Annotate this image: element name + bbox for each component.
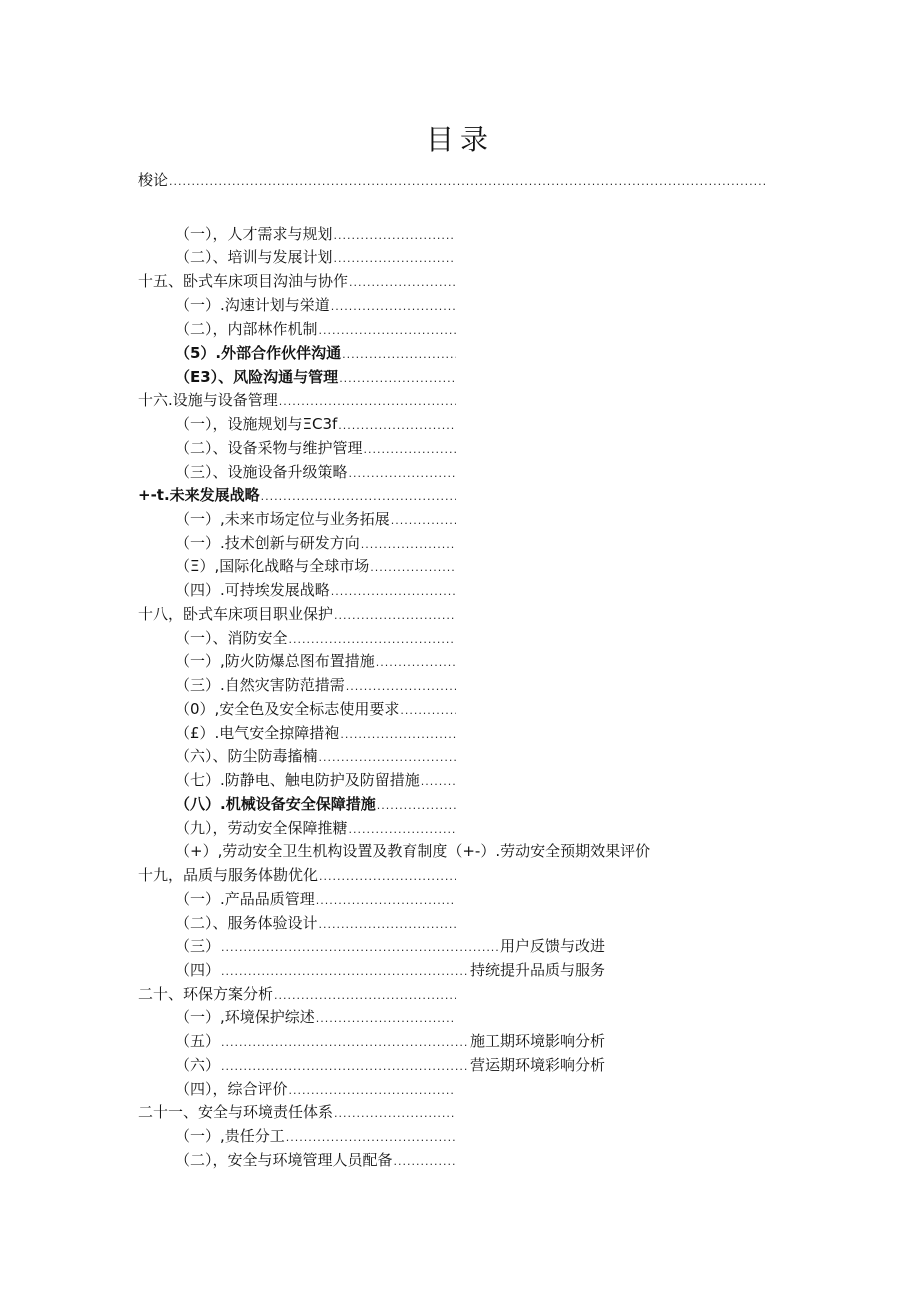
toc-leader-dots [279, 390, 456, 412]
toc-entry-text: （三） [175, 937, 221, 955]
toc-entry-text: （E3）、风险沟通与管理 [175, 368, 339, 386]
toc-leader-dots [334, 1102, 456, 1124]
toc-leader-dots [340, 723, 456, 745]
toc-entry[interactable] [138, 271, 457, 291]
toc-leader-dots [334, 604, 456, 626]
toc-entry[interactable] [175, 247, 457, 267]
toc-entry[interactable] [175, 936, 605, 956]
toc-entry-text: （+）,劳动安全卫生机构设置及教育制度（+-）.劳动安全预期效果评价 [175, 842, 651, 860]
toc-entry-text: （一），设施规划与ΞC3f [175, 415, 338, 433]
toc-entry-text: （一），人才需求与规划 [175, 225, 333, 243]
toc-entry[interactable] [138, 485, 457, 505]
toc-leader-dots [421, 770, 456, 792]
toc-leader-dots [349, 271, 456, 293]
toc-entry[interactable] [175, 675, 457, 695]
toc-leader-dots [400, 699, 456, 721]
toc-leader-dots [391, 509, 456, 531]
toc-entry-trailing-text: 施工期环境影响分析 [469, 1032, 605, 1050]
toc-entry-text: （一）、消防安全 [175, 629, 288, 647]
toc-entry-text: 十五、卧式车床项目沟油与协作 [138, 272, 349, 290]
toc-entry-text: （二）、服务体验设计 [175, 914, 318, 932]
page-title: 目录 [425, 123, 494, 156]
toc-entry-text: 二十一、安全与环境责任体系 [138, 1103, 334, 1121]
toc-entry-text: +-t.未来发展战略 [138, 486, 260, 504]
toc-entry-text: （一）,未来市场定位与业务拓展 [175, 510, 390, 528]
toc-entry[interactable] [175, 723, 457, 743]
toc-entry-text: （九），劳动安全保障推糖 [175, 819, 348, 837]
toc-entry[interactable] [138, 1102, 457, 1122]
toc-leader-dots [286, 1126, 456, 1148]
toc-entry-text: （一）.沟速计划与栄道 [175, 296, 330, 314]
toc-leader-dots [334, 247, 456, 269]
toc-entry-text: （二），安全与环境管理人员配备 [175, 1151, 393, 1169]
toc-leader-dots [319, 746, 456, 768]
toc-entry-text: （一）,贵任分工 [175, 1127, 285, 1145]
toc-entry[interactable] [175, 533, 457, 553]
toc-leader-dots [370, 556, 456, 578]
toc-entry[interactable] [175, 628, 457, 648]
toc-entry[interactable] [175, 1150, 457, 1170]
toc-entry[interactable] [138, 865, 457, 885]
toc-entry-text: （二）、培训与发展计划 [175, 248, 333, 266]
toc-entry-text: （一）.技术创新与研发方向 [175, 534, 360, 552]
toc-entry-text: （一）.产品品质管理 [175, 890, 315, 908]
toc-entry-text: （六）、防尘防毒搐楠 [175, 747, 318, 765]
toc-entry-trailing-text: 用户反馈与改进 [499, 937, 605, 955]
toc-leader-dots [261, 485, 456, 507]
toc-entry[interactable] [175, 1007, 457, 1027]
toc-entry-text: （Ξ）,国际化战略与全球市场 [175, 557, 370, 575]
toc-leader-dots [319, 319, 456, 341]
toc-leader-dots [376, 651, 456, 673]
toc-leader-dots [274, 984, 456, 1006]
toc-leader-dots [334, 224, 456, 246]
toc-leader-dots [349, 462, 456, 484]
toc-leader-dots [316, 889, 456, 911]
toc-entry[interactable] [175, 319, 457, 339]
toc-leader-dots [377, 794, 456, 816]
toc-entry[interactable] [175, 960, 605, 980]
toc-entry-text: 梭论 [138, 171, 169, 189]
toc-entry[interactable] [138, 984, 457, 1004]
toc-entry-text: （0）,安全色及安全标志使用要求 [175, 700, 400, 718]
toc-entry[interactable] [175, 509, 457, 529]
toc-entry[interactable] [138, 170, 768, 190]
toc-leader-dots [364, 438, 456, 460]
toc-entry[interactable] [175, 438, 457, 458]
toc-entry-text: （二）、设备采物与维护管理 [175, 439, 363, 457]
toc-leader-dots [289, 1079, 456, 1101]
toc-entry[interactable] [175, 699, 457, 719]
toc-entry-text: 十九，品质与服务体勘优化 [138, 866, 319, 884]
toc-entry-text: （八）.机械设备安全保障措施 [175, 795, 376, 813]
toc-entry-text: （三）.自然灾害防范措需 [175, 676, 345, 694]
toc-entry-text: （六） [175, 1056, 221, 1074]
toc-leader-dots [289, 628, 456, 650]
toc-entry[interactable] [175, 794, 457, 814]
toc-leader-dots [331, 580, 456, 602]
toc-leader-dots [316, 1007, 456, 1029]
toc-entry-text: （七）.防静电、触电防护及防留措施 [175, 771, 420, 789]
toc-entry-text: （二），内部林作机制 [175, 320, 318, 338]
toc-entry[interactable] [175, 1031, 605, 1051]
toc-entry[interactable] [175, 913, 457, 933]
toc-entry[interactable] [175, 1055, 605, 1075]
toc-entry[interactable] [175, 367, 457, 387]
toc-entry-text: （五） [175, 1032, 221, 1050]
toc-entry[interactable] [175, 556, 457, 576]
toc-entry[interactable] [175, 651, 457, 671]
toc-entry-text: （四） [175, 961, 221, 979]
toc-leader-dots [221, 1055, 469, 1077]
toc-entry[interactable] [175, 462, 457, 482]
toc-entry[interactable] [175, 889, 457, 909]
toc-entry[interactable] [175, 343, 457, 363]
toc-entry-text: 十六.设施与设备管理 [138, 391, 278, 409]
toc-entry-text: （一）,防火防爆总图布置措施 [175, 652, 375, 670]
toc-leader-dots [169, 170, 767, 192]
toc-entry-trailing-text: 营运期环境彩响分析 [469, 1056, 605, 1074]
toc-entry[interactable] [175, 580, 457, 600]
toc-entry[interactable] [175, 1079, 457, 1099]
toc-entry-text: （£）.电气安全掠障措袍 [175, 724, 340, 742]
toc-entry[interactable] [138, 604, 457, 624]
toc-entry[interactable] [138, 390, 457, 410]
toc-entry[interactable] [175, 295, 457, 315]
toc-leader-dots [319, 913, 456, 935]
toc-leader-dots [319, 865, 456, 887]
toc-entry-text: （三）、设施设备升级策略 [175, 463, 348, 481]
toc-entry[interactable] [175, 414, 457, 434]
toc-entry[interactable] [175, 746, 457, 766]
toc-leader-dots [361, 533, 456, 555]
toc-entry[interactable] [175, 841, 675, 861]
toc-entry-text: （四），综合评价 [175, 1080, 288, 1098]
toc-leader-dots [346, 675, 456, 697]
toc-entry[interactable] [175, 224, 457, 244]
toc-entry-text: 十八，卧式车床项目职业保护 [138, 605, 334, 623]
toc-leader-dots [349, 818, 456, 840]
toc-leader-dots [221, 960, 469, 982]
toc-entry[interactable] [175, 770, 457, 790]
toc-entry-text: 二十、环保方案分析 [138, 985, 274, 1003]
toc-leader-dots [342, 343, 456, 365]
toc-entry-text: （四）.可持埃发展战略 [175, 581, 330, 599]
toc-leader-dots [221, 1031, 469, 1053]
toc-leader-dots [338, 414, 456, 436]
toc-entry-text: （一）,环境保护综述 [175, 1008, 315, 1026]
toc-entry[interactable] [175, 1126, 457, 1146]
toc-leader-dots [331, 295, 456, 317]
toc-leader-dots [394, 1150, 456, 1172]
toc-entry-text: （5）.外部合作伙伴沟通 [175, 344, 342, 362]
toc-leader-dots [221, 936, 499, 958]
toc-leader-dots [339, 367, 456, 389]
toc-entry[interactable] [175, 818, 457, 838]
toc-entry-trailing-text: 持统提升品质与服务 [469, 961, 605, 979]
